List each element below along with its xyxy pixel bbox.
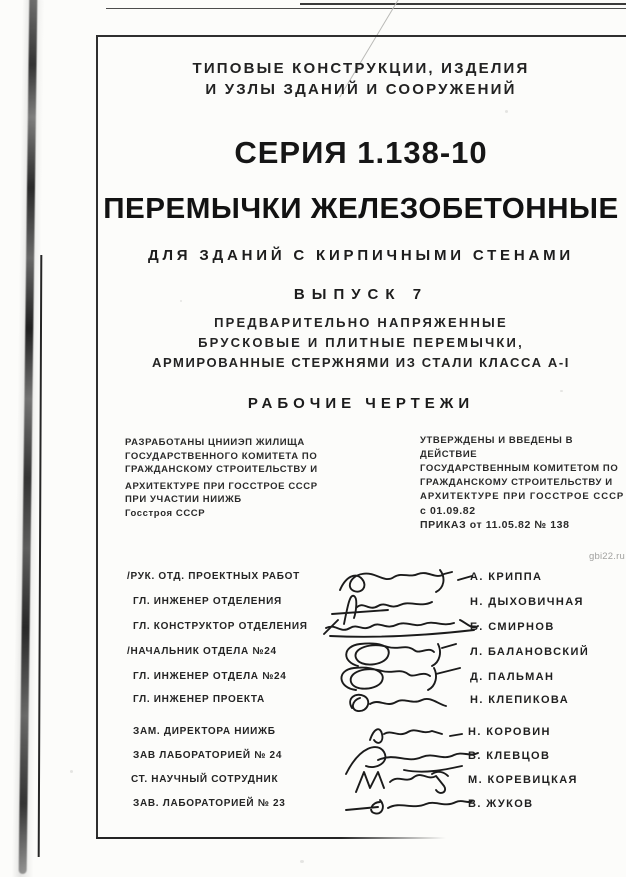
series-number: СЕРИЯ 1.138-10 xyxy=(234,135,488,170)
signature-name: Н. КОРОВИН xyxy=(468,726,551,738)
signature-name: В. ЖУКОВ xyxy=(468,798,534,810)
signature-role: /НАЧАЛЬНИК ОТДЕЛА №24 xyxy=(127,646,277,657)
developed-by-block xyxy=(125,436,335,520)
signature-name: Н. ДЫХОВИЧНАЯ xyxy=(470,596,584,608)
developed-line-3: ГРАЖДАНСКОМУ СТРОИТЕЛЬСТВУ И xyxy=(125,464,318,475)
signature-role: ГЛ. ИНЖЕНЕР ОТДЕЛА №24 xyxy=(133,671,287,682)
paper-speckle xyxy=(505,110,508,113)
description-line-3: АРМИРОВАННЫЕ СТЕРЖНЯМИ ИЗ СТАЛИ КЛАССА А-I xyxy=(151,355,571,370)
signature-name: Л. БАЛАНОВСКИЙ xyxy=(470,646,590,658)
watermark-text: gbi22.ru xyxy=(589,551,625,562)
paper-speckle xyxy=(70,770,73,773)
doc-type-label: РАБОЧИЕ ЧЕРТЕЖИ xyxy=(247,395,475,412)
signature-role: ЗАМ. ДИРЕКТОРА НИИЖБ xyxy=(133,726,276,737)
signature-name: Д. ПАЛЬМАН xyxy=(470,671,555,683)
paper-speckle xyxy=(560,390,563,392)
signature-role: ГЛ. ИНЖЕНЕР ПРОЕКТА xyxy=(133,694,265,705)
signature-scribble xyxy=(342,688,452,718)
top-rule-upper xyxy=(300,3,626,5)
developed-line-6: Госстроя СССР xyxy=(125,507,206,519)
developed-line-2: ГОСУДАРСТВЕННОГО КОМИТЕТА ПО xyxy=(125,450,318,462)
description-line-1: ПРЕДВАРИТЕЛЬНО НАПРЯЖЕННЫЕ xyxy=(214,315,508,330)
signature-name: А. КРИППА xyxy=(470,571,543,583)
approved-line-3: ГРАЖДАНСКОМУ СТРОИТЕЛЬСТВУ И xyxy=(420,477,613,488)
approved-line-1: УТВЕРЖДЕНЫ И ВВЕДЕНЫ В ДЕЙСТВИЕ xyxy=(420,435,574,460)
border-frame-bottom xyxy=(96,837,446,839)
paper-speckle xyxy=(180,300,182,302)
approved-line-2: ГОСУДАРСТВЕННЫМ КОМИТЕТОМ ПО xyxy=(420,463,619,474)
description-line-2: БРУСКОВЫЕ И ПЛИТНЫЕ ПЕРЕМЫЧКИ, xyxy=(198,335,524,350)
signature-role: СТ. НАУЧНЫЙ СОТРУДНИК xyxy=(131,774,279,785)
paper-speckle xyxy=(300,860,304,863)
signature-role: ЗАВ. ЛАБОРАТОРИЕЙ № 23 xyxy=(133,798,286,809)
signature-name: М. КОРЕВИЦКАЯ xyxy=(468,774,578,786)
developed-line-5: ПРИ УЧАСТИИ НИИЖБ xyxy=(125,494,242,505)
top-rule-lower xyxy=(106,8,626,9)
signature-scribble xyxy=(344,792,474,822)
signature-role: /РУК. ОТД. ПРОЕКТНЫХ РАБОТ xyxy=(127,571,300,582)
approved-line-4: АРХИТЕКТУРЕ ПРИ ГОССТРОЕ СССР xyxy=(420,491,625,502)
signature-role: ГЛ. ИНЖЕНЕР ОТДЕЛЕНИЯ xyxy=(133,596,282,607)
signature-role: ЗАВ ЛАБОРАТОРИЕЙ № 24 xyxy=(133,750,283,761)
document-header xyxy=(96,58,626,100)
document-title: ПЕРЕМЫЧКИ ЖЕЛЕЗОБЕТОННЫЕ xyxy=(103,193,619,225)
developed-line-1: РАЗРАБОТАНЫ ЦНИИЭП ЖИЛИЩА xyxy=(125,437,305,448)
developed-line-4: АРХИТЕКТУРЕ ПРИ ГОССТРОЕ СССР xyxy=(125,480,318,492)
signature-name: Б. СМИРНОВ xyxy=(470,621,555,633)
signature-name: В. КЛЕВЦОВ xyxy=(468,750,551,762)
header-line-1: ТИПОВЫЕ КОНСТРУКЦИИ, ИЗДЕЛИЯ xyxy=(192,60,530,77)
border-frame-top xyxy=(96,35,626,37)
signature-name: Н. КЛЕПИКОВА xyxy=(470,694,570,706)
issue-number: ВЫПУСК 7 xyxy=(293,286,429,303)
approved-by-block xyxy=(420,434,625,532)
title-subtitle: ДЛЯ ЗДАНИЙ С КИРПИЧНЫМИ СТЕНАМИ xyxy=(147,247,574,264)
title-description xyxy=(96,313,626,373)
approval-effective-date: с 01.09.82 xyxy=(420,505,476,517)
approval-order-line: ПРИКАЗ от 11.05.82 № 138 xyxy=(420,519,570,531)
header-line-2: И УЗЛЫ ЗДАНИЙ И СООРУЖЕНИЙ xyxy=(205,81,517,98)
signature-role: ГЛ. КОНСТРУКТОР ОТДЕЛЕНИЯ xyxy=(133,621,308,632)
